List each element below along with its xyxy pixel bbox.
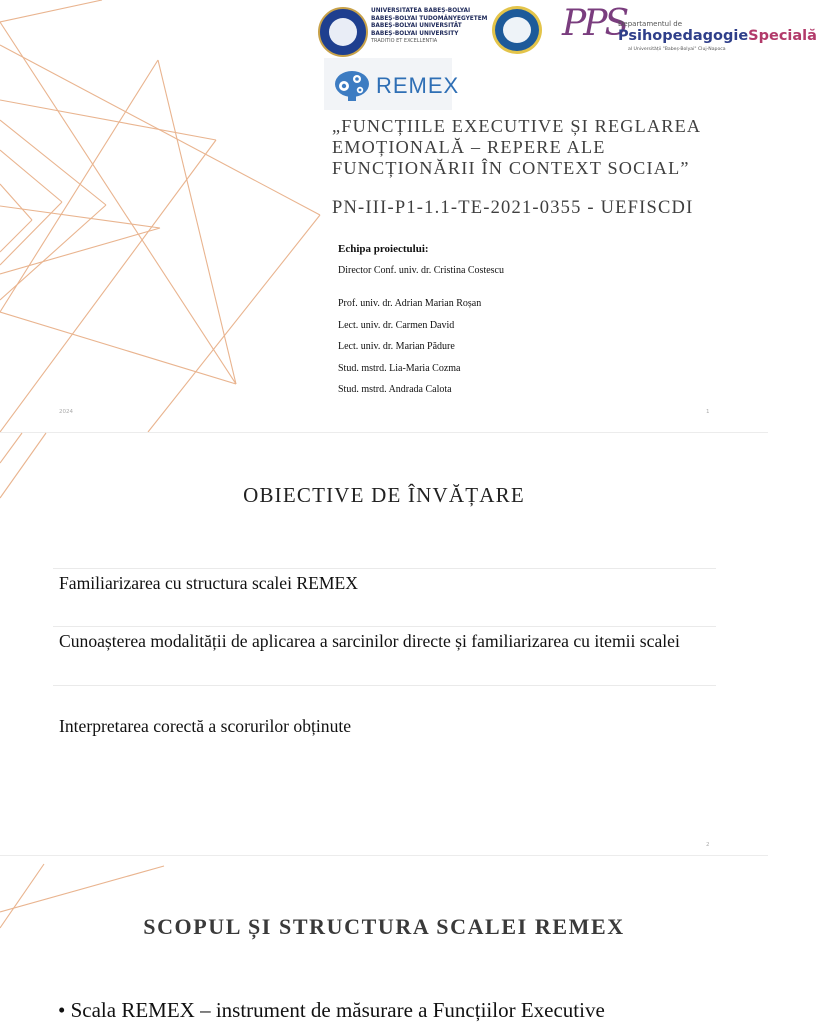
objective-item: Familiarizarea cu structura scalei REMEX — [53, 568, 716, 626]
scope-title: SCOPUL ȘI STRUCTURA SCALEI REMEX — [143, 914, 625, 939]
scope-bullet: • Scala REMEX – instrument de măsurare a Funcțiilor Executive — [58, 998, 605, 1022]
pps-name-b: Specială — [748, 28, 817, 44]
ubb-logo — [318, 5, 488, 55]
team-member: Lect. univ. dr. Marian Pădure — [338, 341, 455, 352]
faculty-round-logo-icon — [492, 6, 542, 54]
slide-number: 1 — [706, 409, 710, 415]
project-director: Director Conf. univ. dr. Cristina Costescu — [338, 265, 504, 276]
objective-item: Cunoașterea modalității de aplicarea a sarcinilor directe și familiarizarea cu itemii scalei — [53, 626, 716, 685]
pps-university: al Universității "Babeș-Bolyai" Cluj-Napoca — [628, 47, 726, 52]
footer-year: 2024 — [59, 409, 73, 415]
team-member: Prof. univ. dr. Adrian Marian Roșan — [338, 298, 482, 309]
ubb-seal-icon — [318, 7, 368, 57]
team-label: Echipa proiectului: — [338, 243, 429, 255]
pps-department-logo — [560, 3, 817, 60]
objectives-title: OBIECTIVE DE ÎNVĂȚARE — [243, 483, 525, 507]
pps-dept-label: Departamentul de — [618, 20, 683, 28]
team-members-list — [338, 293, 481, 401]
team-member: Stud. mstrd. Andrada Calota — [338, 384, 452, 395]
brain-gears-icon — [330, 64, 378, 104]
remex-logo-text: REMEX — [376, 73, 460, 98]
pps-name-a: Psihopedagogie — [618, 28, 749, 44]
ubb-line: BABEȘ-BOLYAI TUDOMÁNYEGYETEM — [371, 15, 488, 22]
team-member: Stud. mstrd. Lia-Maria Cozma — [338, 362, 461, 374]
project-title: „FUNCȚIILE EXECUTIVE ȘI REGLAREA EMOȚIONALĂ – REPERE ALE FUNCȚIONĂRII ÎN CONTEXT SOCIAL” — [332, 116, 701, 178]
objectives-list — [53, 568, 716, 743]
ubb-line: UNIVERSITATEA BABEȘ-BOLYAI — [371, 8, 471, 14]
slide-number: 2 — [706, 842, 710, 848]
remex-logo — [324, 58, 460, 110]
decorative-line-pattern — [0, 0, 330, 432]
pps-mark: PPS — [562, 3, 627, 44]
pps-name — [618, 28, 817, 44]
ubb-motto: TRADITIO ET EXCELLENTIA — [371, 38, 438, 45]
ubb-line: BABEȘ-BOLYAI UNIVERSITÄT — [371, 23, 462, 30]
objective-item: Interpretarea corectă a scorurilor obținute — [53, 685, 716, 743]
slide-3-scope — [0, 856, 768, 1024]
slide-1-title — [0, 0, 817, 432]
project-code: PN-III-P1-1.1-TE-2021-0355 - UEFISCDI — [332, 198, 694, 218]
ubb-line: BABEȘ-BOLYAI UNIVERSITY — [371, 30, 459, 37]
team-member: Lect. univ. dr. Carmen David — [338, 319, 455, 331]
slide-2-objectives — [0, 433, 768, 855]
